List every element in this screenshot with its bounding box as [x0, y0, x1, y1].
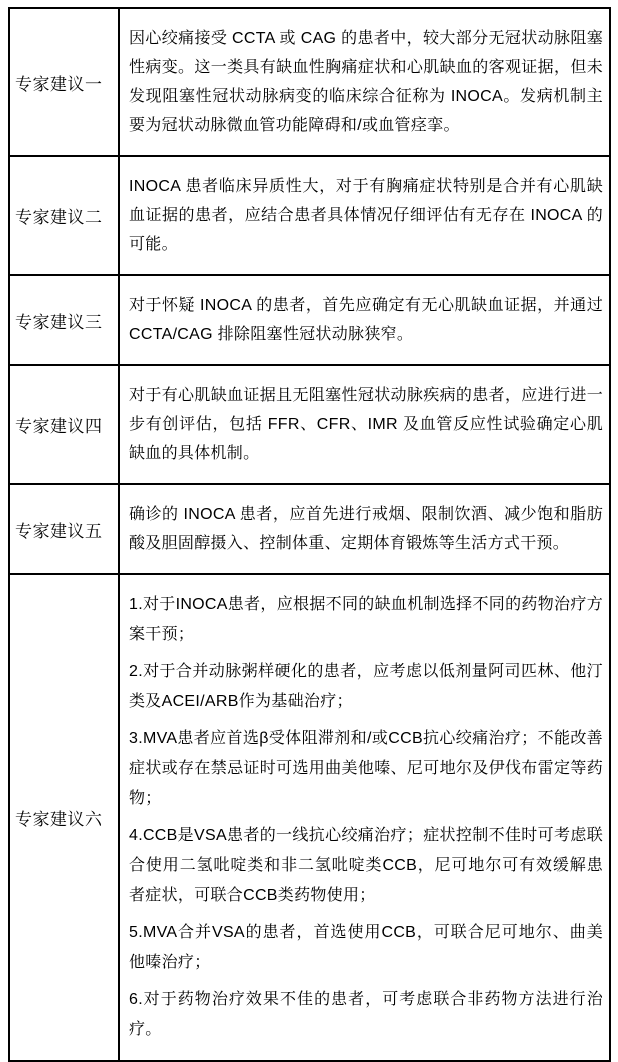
table-body	[9, 8, 610, 1061]
recommendation-content	[119, 484, 610, 574]
recommendation-label: 专家建议一	[9, 8, 119, 156]
recommendation-content	[119, 156, 610, 275]
recommendation-paragraph: 6.对于药物治疗效果不佳的患者，可考虑联合非药物方法进行治疗。	[129, 991, 603, 1038]
recommendation-paragraph: 对于有心肌缺血证据且无阻塞性冠状动脉疾病的患者，应进行进一步有创评估，包括 FFR、CFR、IMR 及血管反应性试验确定心肌缺血的具体机制。	[129, 387, 603, 462]
recommendation-label: 专家建议二	[9, 156, 119, 275]
recommendation-paragraph: 3.MVA患者应首选β受体阻滞剂和/或CCB抗心绞痛治疗；不能改善症状或存在禁忌证时可选用曲美他嗪、尼可地尔及伊伐布雷定等药物；	[129, 730, 603, 807]
expert-recommendations-table	[8, 7, 611, 1062]
recommendation-paragraph: 5.MVA合并VSA的患者，首选使用CCB，可联合尼可地尔、曲美他嗪治疗；	[129, 924, 603, 971]
recommendation-content	[119, 8, 610, 156]
recommendation-label: 专家建议五	[9, 484, 119, 574]
table-row	[9, 484, 610, 574]
recommendation-paragraph: 1.对于INOCA患者，应根据不同的缺血机制选择不同的药物治疗方案干预；	[129, 596, 603, 643]
recommendation-paragraph: 2.对于合并动脉粥样硬化的患者，应考虑以低剂量阿司匹林、他汀类及ACEI/ARB作为基础治疗；	[129, 663, 603, 710]
recommendation-label: 专家建议四	[9, 365, 119, 484]
recommendation-label: 专家建议六	[9, 574, 119, 1061]
table-row	[9, 275, 610, 365]
recommendation-paragraph: 确诊的 INOCA 患者，应首先进行戒烟、限制饮酒、减少饱和脂肪酸及胆固醇摄入、控制体重、定期体育锻炼等生活方式干预。	[129, 506, 603, 552]
table-row	[9, 365, 610, 484]
recommendation-content	[119, 275, 610, 365]
table-row	[9, 574, 610, 1061]
table-row	[9, 8, 610, 156]
recommendation-paragraph: 4.CCB是VSA患者的一线抗心绞痛治疗；症状控制不佳时可考虑联合使用二氢吡啶类和非二氢吡啶类CCB，尼可地尔可有效缓解患者症状，可联合CCB类药物使用；	[129, 827, 603, 904]
recommendation-content	[119, 574, 610, 1061]
table-row	[9, 156, 610, 275]
recommendation-label: 专家建议三	[9, 275, 119, 365]
recommendation-paragraph: 因心绞痛接受 CCTA 或 CAG 的患者中，较大部分无冠状动脉阻塞性病变。这一类具有缺血性胸痛症状和心肌缺血的客观证据，但未发现阻塞性冠状动脉病变的临床综合征称为 INOCA。发病机制主要为冠状动脉微血管功能障碍和/或血管痉挛。	[129, 30, 603, 134]
recommendation-content	[119, 365, 610, 484]
recommendation-paragraph: INOCA 患者临床异质性大，对于有胸痛症状特别是合并有心肌缺血证据的患者，应结合患者具体情况仔细评估有无存在 INOCA 的可能。	[129, 178, 603, 253]
recommendation-paragraph: 对于怀疑 INOCA 的患者，首先应确定有无心肌缺血证据，并通过 CCTA/CAG 排除阻塞性冠状动脉狭窄。	[129, 297, 603, 343]
